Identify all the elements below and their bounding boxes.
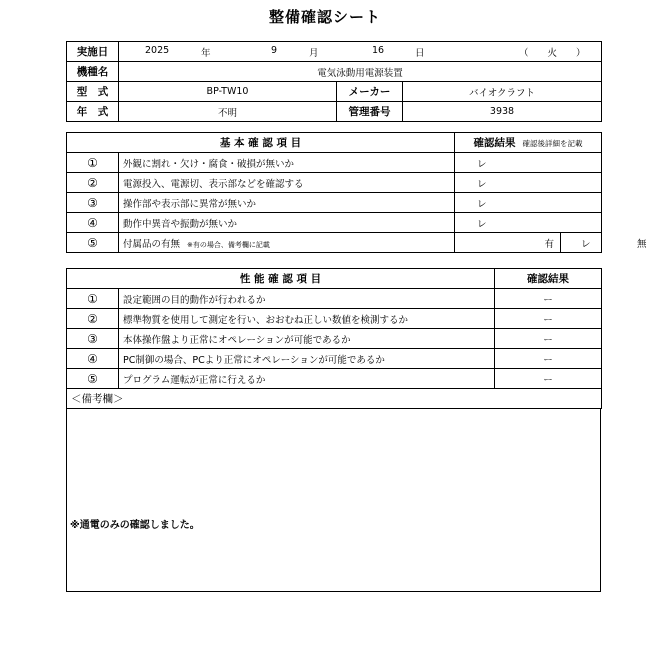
performance-item-text: プログラム運転が正常に行えるか (119, 369, 495, 389)
model-name: 電気泳動用電源装置 (119, 62, 602, 82)
basic-item-result: レ (455, 153, 602, 173)
basic-item-no: ③ (67, 193, 119, 213)
accessory-none-cell (561, 233, 647, 253)
type-value: BP-TW10 (119, 82, 337, 102)
accessory-note: ※有の場合、備考欄に記載 (187, 240, 270, 249)
date-year-unit: 年 (201, 48, 211, 59)
accessory-has: 有 (544, 239, 554, 250)
performance-item-no: ④ (67, 349, 119, 369)
accessory-text: 付属品の有無 (123, 238, 181, 250)
basic-item-no: ① (67, 153, 119, 173)
performance-item-result: ー (495, 349, 602, 369)
performance-header: 性 能 確 認 項 目 (67, 269, 495, 289)
memo-note: ※通電のみの確認しました。 (70, 520, 200, 531)
date-month: 9 (271, 45, 278, 56)
maker-label: メーカー (337, 82, 403, 102)
performance-result-header: 確認結果 (495, 269, 602, 289)
maker-value: バイオクラフト (403, 82, 602, 102)
document-title: 整備確認シート (268, 8, 381, 26)
accessory-has-cell (455, 233, 561, 253)
basic-header: 基 本 確 認 項 目 (67, 133, 455, 153)
model-label: 機種名 (67, 62, 119, 82)
performance-item-result: ー (495, 309, 602, 329)
performance-item-result: ー (495, 329, 602, 349)
date-weekday: （ 火 ） (519, 48, 586, 59)
mgmt-value: 3938 (403, 102, 602, 122)
info-table (66, 41, 602, 122)
date-year: 2025 (145, 45, 170, 56)
date-label: 実施日 (67, 42, 119, 62)
basic-item-no: ④ (67, 213, 119, 233)
basic-item-text: 操作部や表示部に異常が無いか (119, 193, 455, 213)
basic-item-result: レ (455, 213, 602, 233)
type-label: 型 式 (67, 82, 119, 102)
basic-item-result: レ (455, 173, 602, 193)
basic-item-text: 電源投入、電源切、表示部などを確認する (119, 173, 455, 193)
performance-item-result: ー (495, 369, 602, 389)
basic-item-no: ② (67, 173, 119, 193)
basic-result-note: 確認後詳細を記載 (522, 139, 583, 148)
year-value: 不明 (119, 102, 337, 122)
date-value (119, 42, 602, 62)
basic-item-text: 動作中異音や振動が無いか (119, 213, 455, 233)
performance-item-text: 本体操作盤より正常にオペレーションが可能であるか (119, 329, 495, 349)
basic-item-result: レ (455, 193, 602, 213)
memo-label: ＜備考欄＞ (67, 389, 602, 409)
date-month-unit: 月 (309, 48, 319, 59)
performance-item-result: ー (495, 289, 602, 309)
date-day-unit: 日 (415, 48, 425, 59)
performance-item-text: 標準物質を使用して測定を行い、おおむね正しい数値を検測するか (119, 309, 495, 329)
performance-item-no: ③ (67, 329, 119, 349)
year-label: 年 式 (67, 102, 119, 122)
basic-check-table (66, 132, 647, 253)
mgmt-label: 管理番号 (337, 102, 403, 122)
basic-result-title: 確認結果 (473, 137, 516, 149)
performance-item-no: ⑤ (67, 369, 119, 389)
basic-result-header (455, 133, 602, 153)
basic-item-no: ⑤ (67, 233, 119, 253)
accessory-none: 無 (637, 239, 647, 250)
accessory-item (119, 233, 455, 253)
performance-check-table (66, 268, 602, 409)
date-day: 16 (372, 45, 385, 56)
performance-item-no: ① (67, 289, 119, 309)
accessory-mark: レ (581, 239, 591, 250)
memo-box (66, 408, 601, 592)
performance-item-no: ② (67, 309, 119, 329)
performance-item-text: 設定範囲の目的動作が行われるか (119, 289, 495, 309)
performance-item-text: PC制御の場合、PCより正常にオペレーションが可能であるか (119, 349, 495, 369)
basic-item-text: 外観に割れ・欠け・腐食・破損が無いか (119, 153, 455, 173)
